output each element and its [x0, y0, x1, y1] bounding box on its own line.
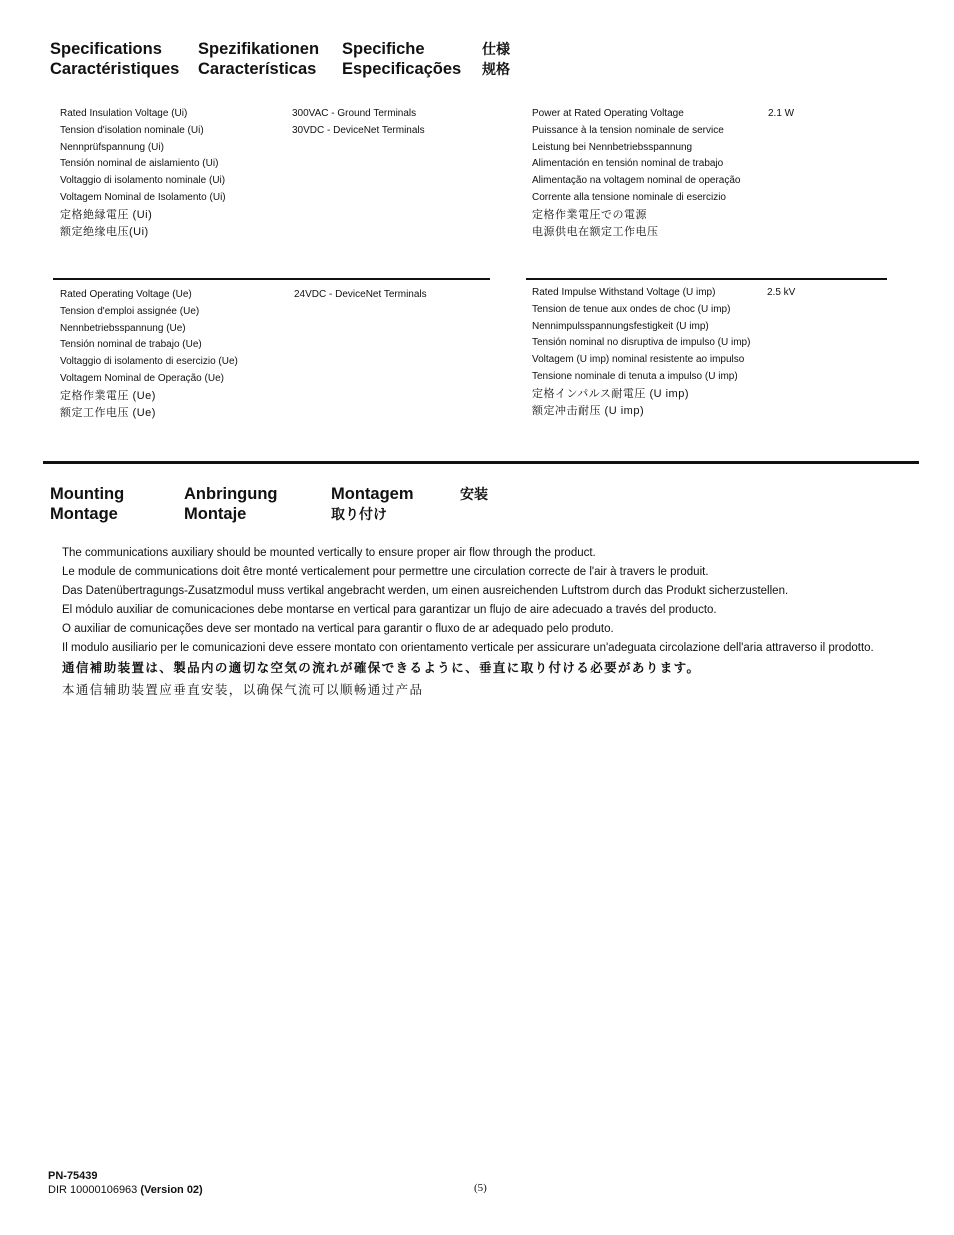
spec-value: 300VAC - Ground Terminals — [292, 108, 417, 119]
footer-document-info — [48, 1169, 203, 1197]
operating-voltage-values — [294, 287, 427, 304]
spec-label: Voltaggio di isolamento nominale (Ui) — [60, 175, 226, 187]
power-labels — [532, 106, 740, 240]
spec-label: 额定绝缘电压(Ui) — [60, 225, 149, 238]
divider-rule — [53, 278, 490, 280]
spec-value: 2.1 W — [768, 108, 795, 119]
spec-label: Voltagem Nominal de Operação (Ue) — [60, 372, 224, 384]
instruction-line: The communications auxiliary should be mounted vertically to ensure proper air flow through the product. — [62, 547, 596, 559]
instruction-line: Das Datenübertragungs-Zusatzmodul muss vertikal angebracht werden, um einen ausreichenden Luftstrom durch das Produkt sicherzustellen. — [62, 584, 789, 597]
instruction-line: El módulo auxiliar de comunicaciones debe montarse en vertical para garantizar un flujo de aire adecuado a través del producto. — [62, 603, 717, 616]
spec-label: 额定工作电压 (Ue) — [60, 406, 156, 419]
spec-value: 30VDC - DeviceNet Terminals — [292, 124, 425, 136]
spec-label: Alimentação na voltagem nominal de operação — [532, 175, 741, 187]
spec-label: Corrente alla tensione nominale di esercizio — [532, 191, 726, 203]
spec-label: Rated Operating Voltage (Ue) — [60, 289, 192, 300]
spec-label: Nennbetriebsspannung (Ue) — [60, 322, 186, 334]
spec-label: Tension de tenue aux ondes de choc (U imp) — [532, 303, 731, 315]
heading-text: Mounting — [50, 485, 125, 503]
insulation-voltage-values — [292, 106, 425, 140]
divider-rule — [526, 278, 887, 280]
heading-text: Montaje — [184, 505, 247, 523]
heading-text: Specifiche — [342, 40, 425, 58]
spec-label: 定格作業電圧 (Ue) — [60, 389, 156, 402]
instruction-line: Il modulo ausiliario per le comunicazioni deve essere montato con orientamento verticale per assicurare un'adeguata circolazione dell'aria attraverso il prodotto. — [62, 641, 874, 654]
specs-heading-col1 — [50, 39, 179, 79]
heading-text: Caractéristiques — [50, 60, 180, 78]
heading-text: Specifications — [50, 40, 162, 58]
spec-label: Rated Impulse Withstand Voltage (U imp) — [532, 287, 716, 298]
spec-label: Tension d'isolation nominale (Ui) — [60, 124, 204, 136]
heading-text: Anbringung — [184, 485, 278, 503]
mounting-heading-col1 — [50, 484, 124, 524]
heading-text: 仕様 — [482, 41, 510, 57]
section-divider — [43, 461, 919, 464]
spec-label: Tension d'emploi assignée (Ue) — [60, 305, 200, 317]
heading-text: Montagem — [331, 485, 414, 503]
page-number: (5) — [474, 1182, 487, 1194]
specs-heading-col3 — [342, 39, 461, 79]
part-number: PN-75439 — [48, 1170, 98, 1182]
heading-text: Especificações — [342, 60, 462, 78]
spec-label: Power at Rated Operating Voltage — [532, 108, 684, 119]
specs-heading-col4 — [482, 39, 510, 79]
spec-label: Voltagem (U imp) nominal resistente ao impulso — [532, 354, 745, 366]
impulse-voltage-labels — [532, 285, 750, 419]
spec-label: 定格インパルス耐電圧 (U imp) — [532, 387, 690, 400]
instruction-line: Le module de communications doit être monté verticalement pour permettre une circulation correcte de l'air à travers le produit. — [62, 565, 709, 578]
spec-label: Tensión nominal no disruptiva de impulso (U imp) — [532, 337, 751, 349]
heading-text: Montage — [50, 505, 118, 523]
heading-text: Características — [198, 60, 317, 78]
spec-label: Voltaggio di isolamento di esercizio (Ue) — [60, 356, 238, 368]
spec-label: Tensión nominal de trabajo (Ue) — [60, 339, 202, 351]
instruction-line: O auxiliar de comunicações deve ser montado na vertical para garantir o fluxo de ar adequado pelo produto. — [62, 622, 614, 635]
spec-value: 24VDC - DeviceNet Terminals — [294, 289, 427, 300]
mounting-instructions — [62, 544, 874, 701]
instruction-line: 本通信辅助装置应垂直安装，以确保气流可以顺畅通过产品 — [62, 683, 424, 698]
spec-label: Voltagem Nominal de Isolamento (Ui) — [60, 191, 226, 203]
insulation-voltage-labels — [60, 106, 226, 240]
impulse-voltage-values — [767, 285, 795, 302]
spec-label: Tensión nominal de aislamiento (Ui) — [60, 158, 219, 170]
specs-heading-col2 — [198, 39, 319, 79]
dir-line — [48, 1183, 203, 1197]
spec-label: 定格絶縁電圧 (Ui) — [60, 208, 153, 221]
operating-voltage-labels — [60, 287, 238, 421]
heading-text: 取り付け — [331, 506, 387, 522]
spec-label: 定格作業電圧での電源 — [532, 208, 647, 221]
spec-label: 额定冲击耐压 (U imp) — [532, 404, 645, 417]
version: (Version 02) — [140, 1184, 203, 1196]
mounting-heading-col2 — [184, 484, 277, 524]
spec-label: Tensione nominale di tenuta a impulso (U imp) — [532, 370, 738, 382]
spec-value: 2.5 kV — [767, 287, 796, 298]
spec-label: Alimentación en tensión nominal de trabajo — [532, 158, 724, 170]
instruction-line: 通信補助装置は、製品内の適切な空気の流れが確保できるように、垂直に取り付ける必要があります。 — [62, 661, 701, 676]
spec-label: Nennimpulsspannungsfestigkeit (U imp) — [532, 320, 709, 332]
mounting-heading-col4 — [460, 484, 488, 504]
heading-text: Spezifikationen — [198, 40, 320, 58]
power-values — [768, 106, 794, 123]
heading-text: 规格 — [482, 61, 510, 77]
spec-label: Leistung bei Nennbetriebsspannung — [532, 141, 693, 153]
spec-label: Rated Insulation Voltage (Ui) — [60, 108, 188, 119]
spec-label: Puissance à la tension nominale de service — [532, 124, 724, 136]
spec-label: Nennprüfspannung (Ui) — [60, 141, 164, 153]
mounting-heading-col3 — [331, 484, 414, 524]
spec-label: 电源供电在额定工作电压 — [532, 225, 659, 238]
dir-number: DIR 10000106963 — [48, 1184, 138, 1196]
heading-text: 安装 — [460, 486, 488, 502]
